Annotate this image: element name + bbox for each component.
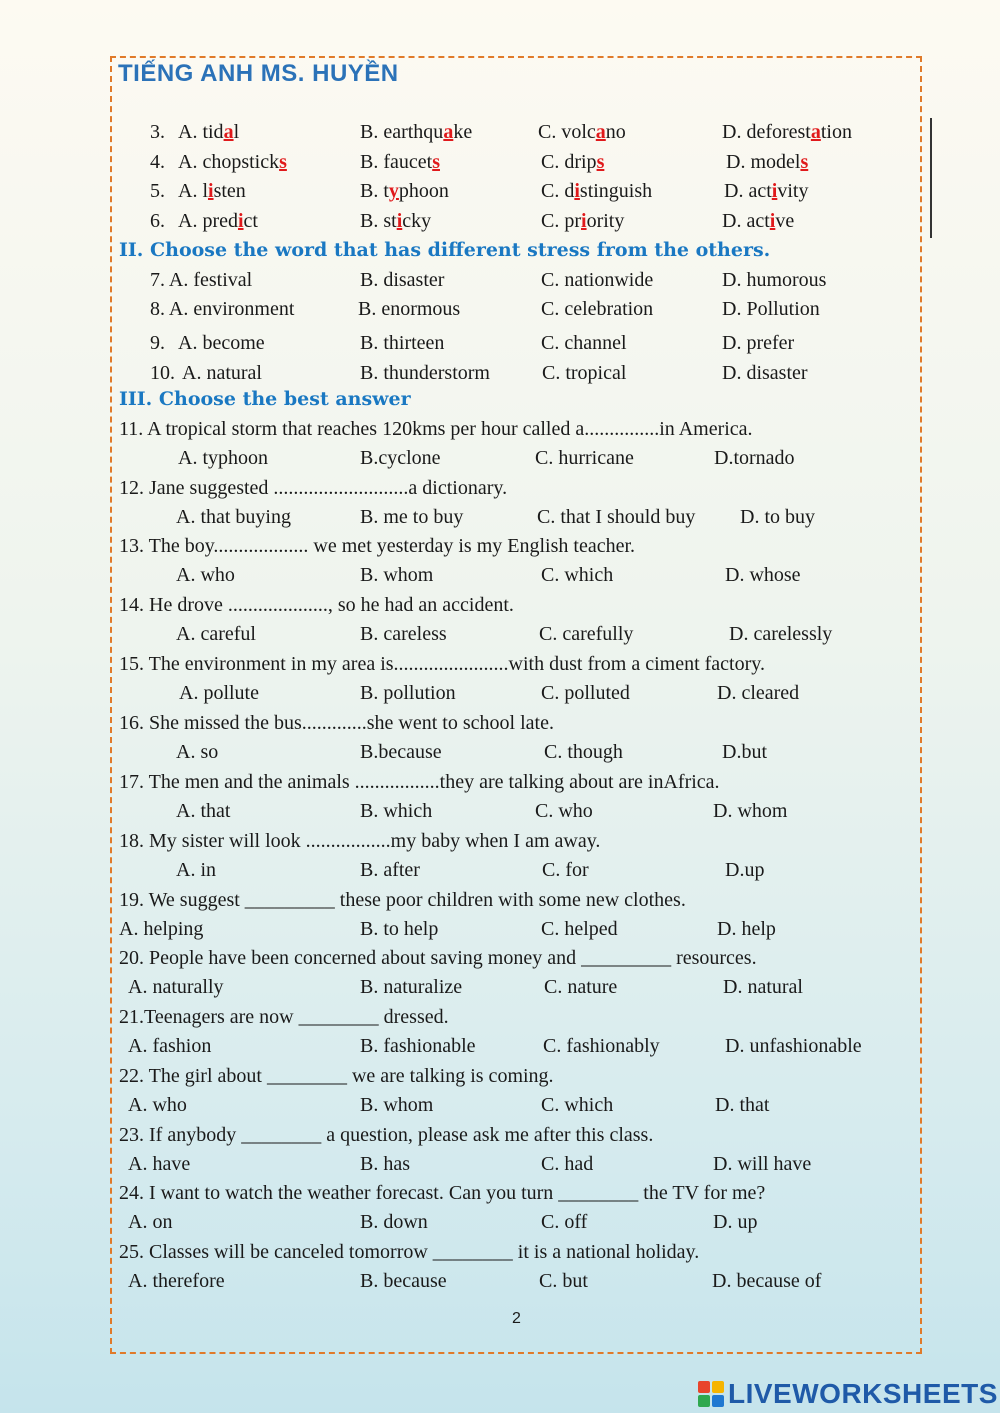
- answer-option[interactable]: B. enormous: [358, 298, 461, 320]
- answer-options-row: [0, 973, 1000, 1001]
- option-text: tion: [820, 121, 852, 143]
- answer-option[interactable]: B. whom: [360, 564, 434, 586]
- answer-option[interactable]: [178, 118, 239, 146]
- answer-option[interactable]: B. down: [360, 1211, 428, 1233]
- answer-option[interactable]: C. for: [542, 859, 589, 881]
- answer-option[interactable]: [722, 118, 852, 146]
- option-text: vity: [777, 180, 809, 202]
- answer-option[interactable]: B. naturalize: [360, 976, 463, 998]
- page-title: TIẾNG ANH MS. HUYỀN: [118, 60, 399, 87]
- answer-option[interactable]: [360, 177, 449, 205]
- highlighted-letter: i: [396, 210, 403, 232]
- option-text: C. volc: [538, 121, 596, 143]
- question-number: 9.: [150, 332, 165, 354]
- option-text: phoon: [398, 180, 449, 202]
- answer-option[interactable]: C. though: [544, 741, 623, 763]
- answer-option[interactable]: 8. A. environment: [150, 298, 295, 320]
- option-text: sten: [213, 180, 246, 202]
- option-text: B. earthqu: [360, 121, 444, 143]
- answer-option[interactable]: B. disaster: [360, 269, 445, 291]
- stress-row: [0, 266, 1000, 294]
- option-text: C. pr: [541, 210, 581, 232]
- question-stem: [0, 532, 1000, 560]
- answer-option[interactable]: D. carelessly: [729, 623, 833, 645]
- question-stem: [0, 1003, 1000, 1031]
- question-number: 4.: [150, 151, 165, 173]
- answer-option[interactable]: A. naturally: [128, 976, 224, 998]
- answer-option[interactable]: B. which: [360, 800, 433, 822]
- answer-option[interactable]: B.cyclone: [360, 447, 441, 469]
- question-text: 18. My sister will look .................my baby when I am away.: [119, 830, 601, 852]
- page-number: 2: [512, 1310, 521, 1327]
- answer-option[interactable]: A. become: [178, 332, 265, 354]
- answer-option[interactable]: C. helped: [541, 918, 618, 940]
- pronunciation-row: [0, 177, 1000, 205]
- option-text: D. act: [724, 180, 772, 202]
- answer-option[interactable]: C. which: [541, 564, 614, 586]
- question-stem: [0, 886, 1000, 914]
- answer-option[interactable]: A. who: [176, 564, 235, 586]
- answer-option[interactable]: A. careful: [176, 623, 256, 645]
- answer-options-row: [0, 738, 1000, 766]
- answer-option[interactable]: A. therefore: [128, 1270, 225, 1292]
- answer-option[interactable]: A. fashion: [128, 1035, 212, 1057]
- answer-option[interactable]: A. helping: [119, 918, 204, 940]
- question-stem: [0, 827, 1000, 855]
- highlighted-letter: i: [574, 180, 580, 202]
- option-text: D. model: [726, 151, 801, 173]
- highlighted-letter: s: [596, 151, 605, 173]
- question-text: 21.Teenagers are now ________ dressed.: [119, 1006, 449, 1028]
- option-text: stinguish: [579, 180, 653, 202]
- question-number: 5.: [150, 180, 165, 202]
- option-text: ct: [243, 210, 258, 232]
- answer-option[interactable]: C. had: [541, 1153, 594, 1175]
- answer-options-row: [0, 915, 1000, 943]
- question-text: 14. He drove ...................., so he had an accident.: [119, 594, 514, 616]
- answer-option[interactable]: B. fashionable: [360, 1035, 476, 1057]
- answer-options-row: [0, 620, 1000, 648]
- answer-options-row: [0, 444, 1000, 472]
- answer-option[interactable]: D.but: [722, 741, 767, 763]
- answer-option[interactable]: D. disaster: [722, 362, 808, 384]
- answer-option[interactable]: A. natural: [182, 362, 262, 384]
- answer-options-row: [0, 1091, 1000, 1119]
- answer-option[interactable]: [360, 118, 472, 146]
- option-text: D. deforest: [722, 121, 811, 143]
- answer-option[interactable]: A. typhoon: [178, 447, 268, 469]
- answer-option[interactable]: [726, 148, 808, 176]
- answer-option[interactable]: D. Pollution: [722, 298, 820, 320]
- answer-option[interactable]: C. but: [539, 1270, 588, 1292]
- question-stem: [0, 1238, 1000, 1266]
- logo-text: LIVEWORKSHEETS: [728, 1378, 998, 1409]
- option-text: A. chopstick: [178, 151, 280, 173]
- answer-option[interactable]: C. off: [541, 1211, 588, 1233]
- option-text: A. tid: [178, 121, 224, 143]
- answer-option[interactable]: D. up: [713, 1211, 758, 1233]
- highlighted-letter: i: [769, 210, 776, 232]
- question-stem: [0, 1062, 1000, 1090]
- highlighted-letter: i: [237, 210, 244, 232]
- answer-option[interactable]: [178, 148, 287, 176]
- answer-option[interactable]: A. pollute: [179, 682, 259, 704]
- option-text: A. l: [178, 180, 208, 202]
- answer-option[interactable]: [538, 118, 626, 146]
- answer-option[interactable]: C. nature: [544, 976, 618, 998]
- option-text: ority: [586, 210, 625, 232]
- answer-option[interactable]: [724, 177, 808, 205]
- liveworksheets-icon: [698, 1381, 724, 1407]
- question-stem: [0, 944, 1000, 972]
- answer-option[interactable]: [541, 177, 652, 205]
- answer-option[interactable]: A. on: [128, 1211, 173, 1233]
- answer-options-row: [0, 856, 1000, 884]
- highlighted-letter: a: [443, 121, 454, 143]
- question-number: 6.: [150, 210, 165, 232]
- answer-option[interactable]: C. channel: [541, 332, 627, 354]
- question-text: 13. The boy................... we met yesterday is my English teacher.: [119, 535, 636, 557]
- answer-options-row: [0, 1208, 1000, 1236]
- answer-option[interactable]: C. fashionably: [543, 1035, 660, 1057]
- question-stem: [0, 1121, 1000, 1149]
- option-text: D. act: [722, 210, 770, 232]
- question-text: 15. The environment in my area is.......................with dust from a ciment factory.: [119, 653, 765, 675]
- answer-option[interactable]: B. pollution: [360, 682, 456, 704]
- answer-option[interactable]: D.tornado: [714, 447, 795, 469]
- stress-row: [0, 329, 1000, 357]
- answer-option[interactable]: [541, 207, 624, 235]
- answer-option[interactable]: B. after: [360, 859, 420, 881]
- pronunciation-row: [0, 148, 1000, 176]
- answer-option[interactable]: D. whose: [725, 564, 801, 586]
- answer-options-row: [0, 1032, 1000, 1060]
- liveworksheets-logo: [698, 1378, 998, 1410]
- option-text: B. faucet: [360, 151, 433, 173]
- answer-option[interactable]: A. so: [176, 741, 219, 763]
- highlighted-letter: a: [223, 121, 234, 143]
- question-text: 22. The girl about ________ we are talking is coming.: [119, 1065, 554, 1087]
- question-text: 17. The men and the animals .................they are talking about are inAfrica.: [119, 771, 720, 793]
- answer-option[interactable]: D. help: [717, 918, 776, 940]
- answer-option[interactable]: D. because of: [712, 1270, 822, 1292]
- answer-option[interactable]: B. thirteen: [360, 332, 445, 354]
- answer-option[interactable]: D. to buy: [740, 506, 815, 528]
- question-stem: [0, 768, 1000, 796]
- answer-option[interactable]: 7. A. festival: [150, 269, 253, 291]
- highlighted-letter: i: [771, 180, 778, 202]
- answer-option[interactable]: C. that I should buy: [537, 506, 696, 528]
- question-text: 16. She missed the bus.............she went to school late.: [119, 712, 554, 734]
- question-text: 20. People have been concerned about saving money and _________ resources.: [119, 947, 757, 969]
- answer-option[interactable]: D. humorous: [722, 269, 827, 291]
- question-number: 3.: [150, 121, 165, 143]
- answer-option[interactable]: D.up: [725, 859, 765, 881]
- stress-row: [0, 359, 1000, 387]
- option-text: l: [233, 121, 240, 143]
- question-stem: [0, 709, 1000, 737]
- question-stem: [0, 650, 1000, 678]
- highlighted-letter: s: [279, 151, 287, 173]
- section-heading-stress: II. Choose the word that has different stress from the others.: [119, 239, 771, 261]
- answer-option[interactable]: C. which: [541, 1094, 614, 1116]
- answer-option[interactable]: B. because: [360, 1270, 447, 1292]
- question-stem: [0, 415, 1000, 443]
- answer-option[interactable]: A. that: [176, 800, 231, 822]
- answer-option[interactable]: C. who: [535, 800, 593, 822]
- option-text: A. pred: [178, 210, 238, 232]
- highlighted-letter: s: [800, 151, 809, 173]
- answer-option[interactable]: [360, 148, 440, 176]
- option-text: cky: [402, 210, 432, 232]
- answer-option[interactable]: A. that buying: [176, 506, 291, 528]
- answer-option[interactable]: D. natural: [723, 976, 803, 998]
- answer-option[interactable]: B. thunderstorm: [360, 362, 490, 384]
- answer-option[interactable]: D. prefer: [722, 332, 795, 354]
- answer-option[interactable]: [722, 207, 794, 235]
- answer-option[interactable]: B. me to buy: [360, 506, 464, 528]
- option-text: ve: [775, 210, 795, 232]
- answer-option[interactable]: D. whom: [713, 800, 788, 822]
- answer-option[interactable]: C. tropical: [542, 362, 627, 384]
- pronunciation-row: [0, 118, 1000, 146]
- answer-options-row: [0, 797, 1000, 825]
- answer-option[interactable]: D. will have: [713, 1153, 812, 1175]
- question-text: 11. A tropical storm that reaches 120kms per hour called a...............in America.: [119, 418, 753, 440]
- question-text: 23. If anybody ________ a question, please ask me after this class.: [119, 1124, 654, 1146]
- answer-option[interactable]: A. who: [128, 1094, 187, 1116]
- highlighted-letter: i: [581, 210, 587, 232]
- question-stem: [0, 591, 1000, 619]
- answer-option[interactable]: A. have: [128, 1153, 191, 1175]
- answer-options-row: [0, 503, 1000, 531]
- answer-option[interactable]: [178, 207, 258, 235]
- stress-row: [0, 295, 1000, 323]
- option-text: C. d: [541, 180, 575, 202]
- question-text: 25. Classes will be canceled tomorrow ________ it is a national holiday.: [119, 1241, 700, 1263]
- answer-option[interactable]: B. careless: [360, 623, 447, 645]
- option-text: C. drip: [541, 151, 597, 173]
- answer-option[interactable]: D. cleared: [717, 682, 800, 704]
- answer-option[interactable]: [360, 207, 431, 235]
- answer-option[interactable]: D. unfashionable: [725, 1035, 862, 1057]
- highlighted-letter: a: [595, 121, 606, 143]
- highlighted-letter: y: [388, 180, 399, 202]
- answer-options-row: [0, 1267, 1000, 1295]
- option-text: B. t: [360, 180, 389, 202]
- highlighted-letter: s: [432, 151, 440, 173]
- option-text: B. st: [360, 210, 397, 232]
- question-text: 24. I want to watch the weather forecast. Can you turn ________ the TV for me?: [119, 1182, 766, 1204]
- answer-option[interactable]: C. hurricane: [535, 447, 634, 469]
- answer-option[interactable]: C. nationwide: [541, 269, 654, 291]
- answer-option[interactable]: B. whom: [360, 1094, 434, 1116]
- question-number: 10.: [150, 362, 175, 384]
- answer-options-row: [0, 1150, 1000, 1178]
- option-text: no: [605, 121, 626, 143]
- answer-option[interactable]: [178, 177, 246, 205]
- answer-option[interactable]: C. polluted: [541, 682, 630, 704]
- answer-option[interactable]: A. in: [176, 859, 216, 881]
- answer-option[interactable]: B.because: [360, 741, 442, 763]
- question-text: 12. Jane suggested ...........................a dictionary.: [119, 477, 508, 499]
- answer-option[interactable]: D. that: [715, 1094, 770, 1116]
- section-heading-best-answer: III. Choose the best answer: [119, 388, 411, 410]
- highlighted-letter: i: [208, 180, 214, 202]
- answer-options-row: [0, 679, 1000, 707]
- answer-option[interactable]: [541, 148, 604, 176]
- answer-option[interactable]: C. carefully: [539, 623, 634, 645]
- question-stem: [0, 1179, 1000, 1207]
- answer-option[interactable]: B. to help: [360, 918, 439, 940]
- option-text: ke: [453, 121, 473, 143]
- question-stem: [0, 474, 1000, 502]
- highlighted-letter: a: [810, 121, 821, 143]
- answer-option[interactable]: C. celebration: [541, 298, 654, 320]
- answer-options-row: [0, 561, 1000, 589]
- question-text: 19. We suggest _________ these poor children with some new clothes.: [119, 889, 686, 911]
- pronunciation-row: [0, 207, 1000, 235]
- answer-option[interactable]: B. has: [360, 1153, 410, 1175]
